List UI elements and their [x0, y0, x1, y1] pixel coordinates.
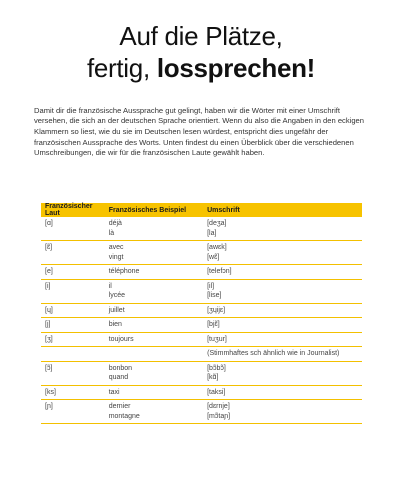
laut-text: [ʒ] — [45, 335, 53, 343]
beispiel-word: téléphone — [108, 268, 140, 275]
umschrift-text: [mɔ̃taɲ] — [207, 412, 231, 420]
laut-text: [ks] — [45, 388, 56, 396]
intro-paragraph: Damit dir die französische Aussprache gut gelingt, haben wir die Wörter mit einer Umschrift versehen, die sich an der deutschen Sprache orientiert. Wenn du also die Angaben in den eckigen Klammern so liest, wie du sie im Deutschen lesen würdest, entspricht dies ungefähr der französischen Aussprache des Worts. Unten findest du einen Überblick über die verschiedenen Umschreibungen, die wir für die französischen Laute gewählt haben. — [34, 105, 364, 158]
cell-umschrift — [203, 361, 362, 385]
table-body — [41, 217, 362, 424]
table-header-row — [41, 203, 362, 217]
cell-beispiel — [105, 279, 203, 303]
cell-laut — [41, 303, 105, 318]
table-row — [41, 347, 362, 362]
cell-beispiel — [105, 400, 203, 424]
cell-umschrift-note — [203, 347, 362, 362]
laut-text: [i] — [45, 282, 51, 290]
cell-beispiel — [105, 303, 203, 318]
beispiel-word: il — [108, 282, 112, 290]
cell-umschrift — [203, 217, 362, 241]
cell-laut — [41, 318, 105, 333]
beispiel-word: dernier — [108, 403, 131, 410]
laut-text: [ɛ̃] — [45, 244, 53, 251]
table-row — [41, 217, 362, 241]
umschrift-text: [taksi] — [207, 388, 226, 396]
cell-laut — [41, 347, 105, 362]
header-beispiel: Französisches Beispiel — [105, 203, 203, 217]
cell-laut — [41, 332, 105, 347]
table-row — [41, 241, 362, 265]
header-laut: Französischer Laut — [41, 203, 105, 217]
table-row — [41, 361, 362, 385]
table-row — [41, 279, 362, 303]
umschrift-text: [wɛ̃] — [207, 253, 220, 261]
umschrift-text: [bɔ̃bɔ̃] — [207, 364, 226, 372]
title-line-1: Auf die Plätze, — [119, 21, 283, 51]
table-row — [41, 318, 362, 333]
table-row — [41, 303, 362, 318]
umschrift-text: [awɛk] — [207, 244, 227, 251]
title-line-2-regular: fertig, — [86, 53, 150, 83]
umschrift-text: (Stimmhaftes sch ähnlich wie in Journalist) — [207, 350, 340, 357]
cell-laut — [41, 265, 105, 280]
umschrift-text: [lise] — [207, 292, 222, 299]
cell-beispiel — [105, 385, 203, 400]
beispiel-word: avec — [108, 244, 124, 251]
umschrift-text: [telefɔn] — [207, 268, 232, 275]
beispiel-word: lycée — [108, 292, 126, 299]
umschrift-text: [deʒa] — [207, 220, 227, 227]
umschrift-text: [ʒɥijɛ] — [207, 306, 226, 314]
pronunciation-table — [41, 203, 362, 424]
laut-text: [j] — [45, 321, 51, 328]
cell-laut — [41, 400, 105, 424]
title-line-2 — [0, 52, 402, 84]
cell-laut — [41, 241, 105, 265]
table-row — [41, 400, 362, 424]
cell-beispiel — [105, 361, 203, 385]
umschrift-text: [kɑ̃] — [207, 374, 219, 381]
laut-text: [e] — [45, 268, 53, 275]
table-row — [41, 265, 362, 280]
laut-text: [ɥ] — [45, 306, 53, 314]
laut-text: [ɑ] — [45, 220, 53, 227]
cell-umschrift — [203, 303, 362, 318]
umschrift-text: [tuʒur] — [207, 335, 227, 343]
cell-beispiel — [105, 265, 203, 280]
beispiel-word: juillet — [108, 306, 125, 314]
umschrift-text: [dɛrnje] — [207, 403, 230, 410]
cell-umschrift — [203, 332, 362, 347]
umschrift-text: [il] — [207, 282, 215, 290]
laut-text: [ɲ] — [45, 403, 53, 410]
cell-laut — [41, 361, 105, 385]
cell-umschrift — [203, 265, 362, 280]
beispiel-word: déjà — [108, 220, 122, 227]
beispiel-word: taxi — [108, 388, 120, 396]
cell-beispiel — [105, 217, 203, 241]
umschrift-text: [bjɛ̃] — [207, 321, 220, 328]
table-row — [41, 332, 362, 347]
cell-umschrift — [203, 241, 362, 265]
cell-umschrift — [203, 400, 362, 424]
cell-umschrift — [203, 385, 362, 400]
cell-beispiel — [105, 241, 203, 265]
beispiel-word: toujours — [108, 335, 134, 343]
title-line-2-bold: lossprechen! — [156, 53, 316, 83]
table-row — [41, 385, 362, 400]
beispiel-word: montagne — [108, 412, 140, 420]
cell-laut — [41, 385, 105, 400]
cell-umschrift — [203, 318, 362, 333]
cell-beispiel — [105, 332, 203, 347]
cell-laut — [41, 217, 105, 241]
page-title — [0, 20, 402, 84]
cell-umschrift — [203, 279, 362, 303]
header-umschrift: Umschrift — [203, 203, 362, 217]
beispiel-word: bien — [108, 321, 122, 328]
beispiel-word: vingt — [108, 253, 124, 261]
umschrift-text: [la] — [207, 229, 217, 237]
beispiel-word: là — [108, 229, 115, 237]
cell-beispiel — [105, 318, 203, 333]
cell-beispiel — [105, 347, 203, 362]
laut-text: [ɔ̃] — [45, 364, 53, 372]
cell-laut — [41, 279, 105, 303]
beispiel-word: quand — [108, 374, 129, 381]
beispiel-word: bonbon — [108, 364, 133, 372]
